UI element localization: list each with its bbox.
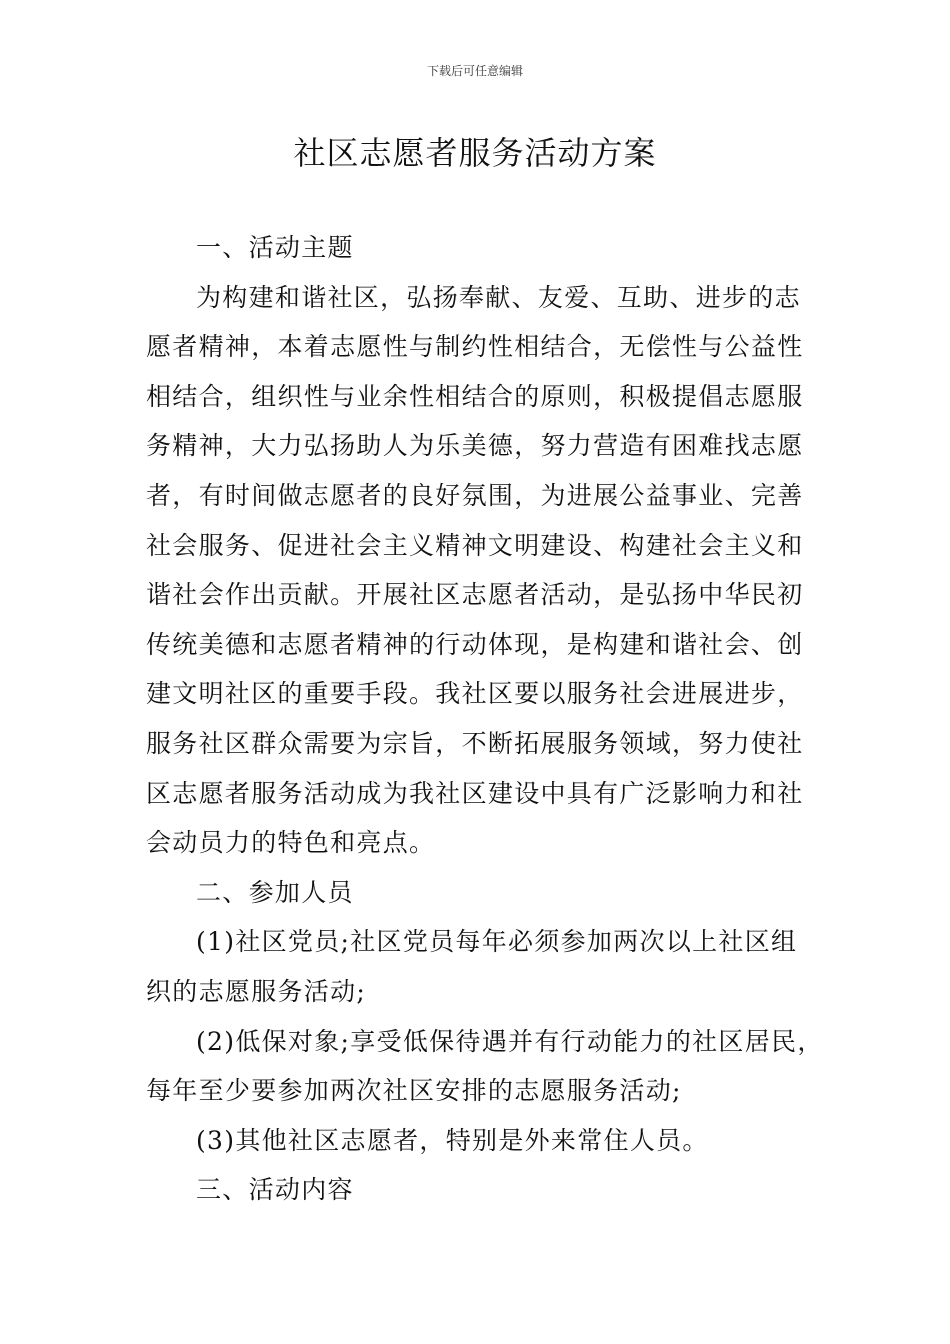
- text-line: 相结合，组织性与业余性相结合的原则，积极提倡志愿服: [146, 381, 804, 411]
- text-line: 社会服务、促进社会主义精神文明建设、构建社会主义和: [146, 530, 804, 560]
- paragraph: [146, 1116, 836, 1166]
- document-body: [146, 223, 836, 1215]
- text-line: (1)社区党员;社区党员每年必须参加两次以上社区组: [196, 927, 798, 957]
- paragraph: [146, 1017, 836, 1116]
- text-line: 传统美德和志愿者精神的行动体现，是构建和谐社会、创: [146, 629, 804, 659]
- text-line: 每年至少要参加两次社区安排的志愿服务活动;: [146, 1076, 682, 1106]
- text-line: 区志愿者服务活动成为我社区建设中具有广泛影响力和社: [146, 778, 804, 808]
- section-heading: 二、参加人员: [196, 877, 354, 907]
- paragraph: [146, 273, 836, 868]
- text-line: (2)低保对象;享受低保待遇并有行动能力的社区居民，: [196, 1026, 824, 1056]
- section-heading: 三、活动内容: [196, 1175, 354, 1205]
- text-line: 者，有时间做志愿者的良好氛围，为进展公益事业、完善: [146, 480, 804, 510]
- header-note: 下载后可任意编辑: [426, 64, 523, 78]
- text-line: 会动员力的特色和亮点。: [146, 828, 436, 858]
- document-title: 社区志愿者服务活动方案: [293, 134, 657, 172]
- text-line: 建文明社区的重要手段。我社区要以服务社会进展进步，: [146, 679, 804, 709]
- paragraph: [146, 917, 836, 1016]
- text-line: 织的志愿服务活动;: [146, 976, 367, 1006]
- text-line: (3)其他社区志愿者，特别是外来常住人员。: [196, 1125, 709, 1155]
- text-line: 愿者精神，本着志愿性与制约性相结合，无偿性与公益性: [146, 332, 804, 362]
- section-heading: 一、活动主题: [196, 233, 354, 262]
- text-line: 为构建和谐社区，弘扬奉献、友爱、互助、进步的志: [196, 282, 801, 312]
- text-line: 服务社区群众需要为宗旨，不断拓展服务领域，努力使社: [146, 728, 804, 758]
- text-line: 谐社会作出贡献。开展社区志愿者活动，是弘扬中华民初: [146, 580, 804, 610]
- text-line: 务精神，大力弘扬助人为乐美德，努力营造有困难找志愿: [146, 431, 804, 461]
